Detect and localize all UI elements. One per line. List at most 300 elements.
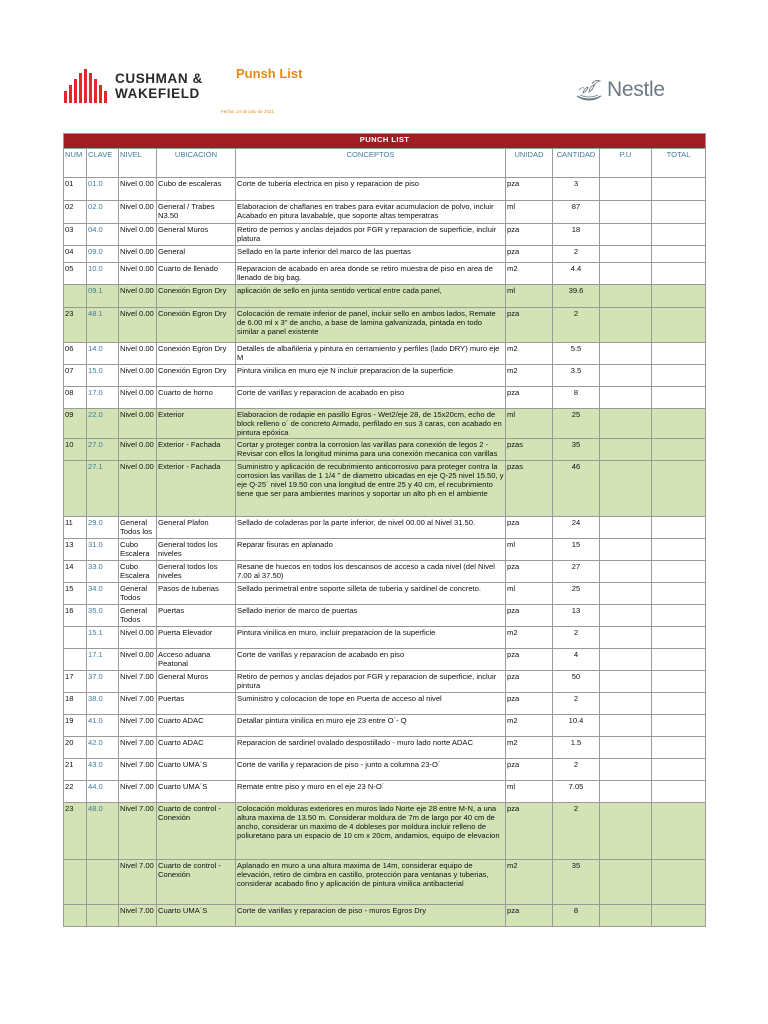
cell-ubicacion: Cuarto UMA´S [157,905,236,927]
company-name [115,71,203,101]
cell-total [652,461,706,517]
cell-unidad: m2 [506,365,553,387]
cell-clave: 37.0 [87,671,119,693]
cell-total [652,178,706,201]
cell-nivel: Nivel 0.00 [119,627,157,649]
cell-cantidad: 5.5 [553,343,600,365]
cell-nivel: Nivel 0.00 [119,201,157,224]
table-banner [64,134,706,149]
cell-clave: 02.0 [87,201,119,224]
cell-ubicacion: Conexión Egron Dry [157,308,236,343]
table-row [64,781,706,803]
cell-nivel: Nivel 7.00 [119,671,157,693]
cell-total [652,803,706,860]
cell-num: 17 [64,671,87,693]
cell-nivel: Nivel 0.00 [119,649,157,671]
cell-clave: 17.1 [87,649,119,671]
table-row [64,605,706,627]
nestle-logo [574,76,665,104]
table-row [64,693,706,715]
cell-concepto: Cortar y proteger contra la corrosion las varillas para conexión de legos 2 - Revisar con ellos la longitud minima para una conexión mecanica con varillas [236,439,506,461]
cell-unidad: pza [506,224,553,246]
cell-num: 09 [64,409,87,439]
cell-cantidad: 15 [553,539,600,561]
table-row [64,365,706,387]
table-row [64,860,706,905]
cell-cantidad: 18 [553,224,600,246]
col-conceptos: CONCEPTOS [236,149,506,178]
cell-total [652,737,706,759]
cell-ubicacion: Cuarto de control - Conexión [157,803,236,860]
cell-clave: 10.0 [87,263,119,285]
cell-nivel: General Todos los [119,517,157,539]
cell-cantidad: 25 [553,409,600,439]
cell-clave: 42.0 [87,737,119,759]
cell-ubicacion: Cuarto ADAC [157,737,236,759]
cell-ubicacion: General todos los niveles [157,539,236,561]
nest-birds-icon [574,76,604,104]
column-header-row [64,149,706,178]
cell-clave: 27.0 [87,439,119,461]
cell-clave: 31.0 [87,539,119,561]
cell-num: 14 [64,561,87,583]
table-row [64,343,706,365]
table-row [64,246,706,263]
cell-cantidad: 4.4 [553,263,600,285]
cell-ubicacion: Cubo de escaleras [157,178,236,201]
cell-unidad: pza [506,517,553,539]
cell-num: 22 [64,781,87,803]
cell-clave: 22.0 [87,409,119,439]
cell-cantidad: 2 [553,627,600,649]
cell-concepto: Corte de varilla y reparacion de piso - junto a columna 23-O´ [236,759,506,781]
table-row [64,387,706,409]
cell-pu [600,671,652,693]
cell-pu [600,461,652,517]
cell-cantidad: 3 [553,178,600,201]
cell-cantidad: 4 [553,649,600,671]
cell-unidad: pza [506,308,553,343]
cell-concepto: Retiro de pernos y anclas dejados por FGR y reparacion de superficie, incluir pintura [236,671,506,693]
col-total: TOTAL [652,149,706,178]
cell-clave: 09.1 [87,285,119,308]
col-clave: CLAVE [87,149,119,178]
cell-concepto: Reparacion de sardinel ovalado despostillado - muro lado norte ADAC [236,737,506,759]
cell-concepto: Corte de tuberia electrica en piso y reparacion de piso [236,178,506,201]
page-title: Punsh List [236,66,303,81]
cell-nivel: Nivel 0.00 [119,343,157,365]
cell-nivel: Nivel 0.00 [119,246,157,263]
cell-num: 03 [64,224,87,246]
cell-cantidad: 24 [553,517,600,539]
cushman-wakefield-logo [64,68,203,104]
cell-ubicacion: Puertas [157,605,236,627]
cell-total [652,387,706,409]
cell-num: 10 [64,439,87,461]
col-unidad: UNIDAD [506,149,553,178]
cell-nivel: Nivel 7.00 [119,860,157,905]
cell-pu [600,308,652,343]
cell-concepto: Resane de huecos en todos los descansos de acceso a cada nivel (del Nivel 7.00 al 37.50) [236,561,506,583]
cell-unidad: pza [506,693,553,715]
banner-title: PUNCH LIST [64,134,706,149]
cell-total [652,627,706,649]
cell-cantidad: 35 [553,439,600,461]
cell-total [652,246,706,263]
cell-cantidad: 2 [553,308,600,343]
cell-concepto: Suministro y colocacion de tope en Puerta de acceso al nivel [236,693,506,715]
cell-cantidad: 2 [553,693,600,715]
cell-pu [600,627,652,649]
cell-cantidad: 2 [553,759,600,781]
cell-pu [600,246,652,263]
cell-clave [87,860,119,905]
cell-concepto: Reparacion de acabado en area donde se retiro muestra de piso en area de llenado de big bag. [236,263,506,285]
cell-cantidad: 3.5 [553,365,600,387]
cell-num: 23 [64,308,87,343]
cell-total [652,693,706,715]
cell-cantidad: 25 [553,583,600,605]
cell-ubicacion: General [157,246,236,263]
cell-num [64,649,87,671]
cell-nivel: Cubo Escalera [119,539,157,561]
cell-num: 19 [64,715,87,737]
table-row [64,285,706,308]
cell-num [64,627,87,649]
cell-total [652,860,706,905]
table-row [64,759,706,781]
cell-clave: 35.0 [87,605,119,627]
cell-nivel: Nivel 7.00 [119,803,157,860]
cell-unidad: m2 [506,627,553,649]
cell-nivel: Nivel 0.00 [119,461,157,517]
table-row [64,263,706,285]
cell-total [652,583,706,605]
company-line1: CUSHMAN & [115,71,203,86]
table-row [64,715,706,737]
cell-pu [600,539,652,561]
cell-pu [600,693,652,715]
col-nivel: NIVEL [119,149,157,178]
cell-ubicacion: Exterior - Fachada [157,461,236,517]
cell-nivel: Cubo Escalera [119,561,157,583]
cell-clave: 29.0 [87,517,119,539]
cell-total [652,781,706,803]
cell-concepto: Reparar fisuras en aplanado [236,539,506,561]
cell-total [652,905,706,927]
cell-ubicacion: Cuarto UMA´S [157,759,236,781]
cell-pu [600,649,652,671]
cw-bars-icon [64,69,107,103]
col-ubicacion: UBICACIÓN [157,149,236,178]
table-row [64,308,706,343]
cell-nivel: General Todos [119,605,157,627]
cell-clave: 48.0 [87,803,119,860]
cell-concepto: Suministro y aplicación de recubrimiento anticorrosivo para proteger contra la corrosion las varillas de 1 1/4 " de diametro ubicadas en eje Q-25 nivel 15.50, y eje Q-25´ nivel 19.50 con una longitud de entre 25 y 40 cm, el recubrimiento tiene que ser para ambientes marinos y soportar un alto ph en el ambiente [236,461,506,517]
table-row [64,803,706,860]
cell-cantidad: 50 [553,671,600,693]
cell-pu [600,365,652,387]
cell-pu [600,561,652,583]
cell-unidad: m2 [506,860,553,905]
cell-ubicacion: General Muros [157,224,236,246]
table-row [64,517,706,539]
table-row [64,561,706,583]
cell-ubicacion: General Muros [157,671,236,693]
cell-pu [600,759,652,781]
cell-pu [600,605,652,627]
cell-total [652,439,706,461]
cell-clave [87,905,119,927]
cell-ubicacion: Exterior [157,409,236,439]
cell-concepto: Pintura vinilica en muro, incluir preparacion de la superficie [236,627,506,649]
cell-ubicacion: General Plafon [157,517,236,539]
cell-ubicacion: Exterior - Fachada [157,439,236,461]
cell-ubicacion: Pasos de tuberias [157,583,236,605]
cell-clave: 44.0 [87,781,119,803]
cell-total [652,365,706,387]
cell-cantidad: 8 [553,387,600,409]
cell-pu [600,583,652,605]
table-row [64,671,706,693]
cell-num [64,461,87,517]
table-row [64,627,706,649]
cell-pu [600,715,652,737]
cell-ubicacion: Conexión Egron Dry [157,285,236,308]
table-row [64,905,706,927]
cell-ubicacion: General todos los niveles [157,561,236,583]
cell-pu [600,263,652,285]
cell-unidad: pza [506,905,553,927]
cell-unidad: ml [506,285,553,308]
cell-nivel: Nivel 7.00 [119,737,157,759]
cell-pu [600,439,652,461]
cell-cantidad: 35 [553,860,600,905]
cell-num [64,905,87,927]
cell-num [64,285,87,308]
punch-list-table [63,133,706,927]
cell-pu [600,803,652,860]
cell-ubicacion: Cuarto de control - Conexión [157,860,236,905]
cell-unidad: ml [506,539,553,561]
cell-total [652,308,706,343]
cell-num: 16 [64,605,87,627]
cell-nivel: Nivel 0.00 [119,387,157,409]
table-row [64,649,706,671]
cell-total [652,759,706,781]
cell-clave: 34.0 [87,583,119,605]
table-row [64,461,706,517]
cell-clave: 41.0 [87,715,119,737]
cell-ubicacion: Conexión Egron Dry [157,365,236,387]
cell-concepto: Corte de varillas y reparacion de acabado en piso [236,387,506,409]
cell-pu [600,343,652,365]
cell-pu [600,860,652,905]
cell-nivel: Nivel 0.00 [119,178,157,201]
cell-num: 06 [64,343,87,365]
cell-concepto: Sellado en la parte inferior del marco de las puertas [236,246,506,263]
cell-unidad: ml [506,409,553,439]
table-row [64,224,706,246]
cell-num: 01 [64,178,87,201]
cell-pu [600,781,652,803]
cell-unidad: pza [506,561,553,583]
cell-unidad: pza [506,759,553,781]
cell-concepto: Elaboracion de chaflanes en trabes para evitar acumulacion de polvo, incluir Acabado en pitura lavabable, que soporte altas temperatras [236,201,506,224]
cell-pu [600,285,652,308]
cell-unidad: ml [506,781,553,803]
cell-unidad: m2 [506,263,553,285]
cell-ubicacion: Puertas [157,693,236,715]
cell-num [64,860,87,905]
cell-concepto: Sellado inerior de marco de puertas [236,605,506,627]
cell-clave: 43.0 [87,759,119,781]
cell-cantidad: 2 [553,246,600,263]
table-row [64,439,706,461]
cell-num: 20 [64,737,87,759]
cell-clave: 48.1 [87,308,119,343]
cell-pu [600,178,652,201]
cell-total [652,605,706,627]
cell-nivel: Nivel 0.00 [119,263,157,285]
cell-num: 13 [64,539,87,561]
cell-cantidad: 1.5 [553,737,600,759]
company-line2: WAKEFIELD [115,86,200,101]
table-row [64,539,706,561]
cell-clave: 15.1 [87,627,119,649]
cell-cantidad: 39.6 [553,285,600,308]
cell-total [652,263,706,285]
date-label: Fecha: 14 de julio de 2021 [221,109,275,114]
cell-ubicacion: Conexión Egron Dry [157,343,236,365]
cell-ubicacion: Cuarto de horno [157,387,236,409]
cell-clave: 04.0 [87,224,119,246]
cell-total [652,539,706,561]
cell-concepto: Colocación molduras exteriores en muros lado Norte eje 28 entre M-N, a una altura maxima de 13.50 m. Considerar moldura de 7m de largo por 40 cm de ancho, considerar un maximo de 4 dobleses por moldura incluir relleno de poliuretano para un espacio de 10 cm x 20cm, andamios, equipo de elevacion [236,803,506,860]
cell-nivel: Nivel 0.00 [119,224,157,246]
cell-pu [600,409,652,439]
cell-unidad: m2 [506,715,553,737]
cell-ubicacion: Cuarto de llenado [157,263,236,285]
cell-cantidad: 46 [553,461,600,517]
cell-nivel: Nivel 7.00 [119,781,157,803]
cell-unidad: m2 [506,343,553,365]
cell-concepto: Remate entre piso y muro en el eje 23 N-O´ [236,781,506,803]
cell-nivel: General Todos [119,583,157,605]
cell-ubicacion: Cuarto ADAC [157,715,236,737]
cell-total [652,343,706,365]
cell-cantidad: 87 [553,201,600,224]
cell-num: 08 [64,387,87,409]
table-row [64,201,706,224]
cell-cantidad: 2 [553,803,600,860]
cell-cantidad: 7.05 [553,781,600,803]
cell-pu [600,517,652,539]
cell-cantidad: 8 [553,905,600,927]
cell-clave: 09.0 [87,246,119,263]
cell-num: 07 [64,365,87,387]
cell-concepto: aplicación de sello en junta sentido vertical entre cada panel, [236,285,506,308]
cell-total [652,224,706,246]
cell-cantidad: 13 [553,605,600,627]
cell-unidad: pza [506,246,553,263]
table-row [64,178,706,201]
cell-concepto: Corte de varillas y reparacion de acabado en piso [236,649,506,671]
cell-num: 04 [64,246,87,263]
cell-total [652,285,706,308]
cell-nivel: Nivel 0.00 [119,439,157,461]
cell-cantidad: 10.4 [553,715,600,737]
cell-unidad: pzas [506,439,553,461]
cell-pu [600,905,652,927]
page-header [0,0,768,130]
cell-clave: 33.0 [87,561,119,583]
col-pu: P.U [600,149,652,178]
cell-concepto: Aplanado en muro a una altura maxima de 14m, considerar equipo de elevación, retiro de cimbra en castillo, protección para ventanas y tuberias, considerar acabado fino y aplicación de pintura vinilica antibacterial [236,860,506,905]
cell-num: 11 [64,517,87,539]
cell-concepto: Sellado de coladeras por la parte inferior, de nivel 00.00 al Nivel 31.50. [236,517,506,539]
cell-total [652,561,706,583]
cell-total [652,517,706,539]
cell-num: 05 [64,263,87,285]
cell-ubicacion: Puerta Elevador [157,627,236,649]
cell-concepto: Sellado perimetral entre soporte silleta de tuberia y sardinel de concreto. [236,583,506,605]
cell-unidad: m2 [506,737,553,759]
table-row [64,583,706,605]
cell-pu [600,224,652,246]
cell-unidad: ml [506,201,553,224]
cell-nivel: Nivel 7.00 [119,693,157,715]
cell-unidad: pza [506,605,553,627]
cell-unidad: pza [506,649,553,671]
cell-nivel: Nivel 7.00 [119,905,157,927]
cell-unidad: pza [506,387,553,409]
col-num: NUM [64,149,87,178]
cell-unidad: ml [506,583,553,605]
cell-nivel: Nivel 0.00 [119,409,157,439]
cell-concepto: Detalles de albañileria y pintura en cerramiento y perfiles (lado DRY) muro eje M [236,343,506,365]
client-name: Nestle [607,78,665,101]
cell-clave: 15.0 [87,365,119,387]
cell-ubicacion: Cuarto UMA´S [157,781,236,803]
cell-clave: 01.0 [87,178,119,201]
col-cantidad: CANTIDAD [553,149,600,178]
cell-unidad: pzas [506,461,553,517]
cell-nivel: Nivel 0.00 [119,285,157,308]
cell-concepto: Pintura vinilica en muro eje N incluir preparacion de la superficie [236,365,506,387]
cell-nivel: Nivel 7.00 [119,715,157,737]
cell-nivel: Nivel 0.00 [119,308,157,343]
table-row [64,409,706,439]
cell-concepto: Colocación de remate inferior de panel, incluir sello en ambos lados, Remate de 6.00 ml x 3" de ancho, a base de lamina galvanizada, pintada en todo similar a panel existente [236,308,506,343]
cell-nivel: Nivel 7.00 [119,759,157,781]
cell-nivel: Nivel 0.00 [119,365,157,387]
cell-num: 15 [64,583,87,605]
cell-num: 21 [64,759,87,781]
cell-total [652,715,706,737]
cell-unidad: pza [506,671,553,693]
cell-cantidad: 27 [553,561,600,583]
table-row [64,737,706,759]
cell-total [652,671,706,693]
cell-clave: 27.1 [87,461,119,517]
cell-concepto: Retiro de pernos y anclas dejados por FGR y reparacion de superficie, incluir platura [236,224,506,246]
cell-ubicacion: General / Trabes N3.50 [157,201,236,224]
cell-unidad: pza [506,803,553,860]
cell-concepto: Elaboracion de rodapie en pasillo Egros - Wet2/eje 28, de 15x20cm, echo de block relleno o´ de concreto Armado, perfilado en sus 3 caras, con acabado en pintura epóxica [236,409,506,439]
cell-total [652,409,706,439]
cell-pu [600,387,652,409]
